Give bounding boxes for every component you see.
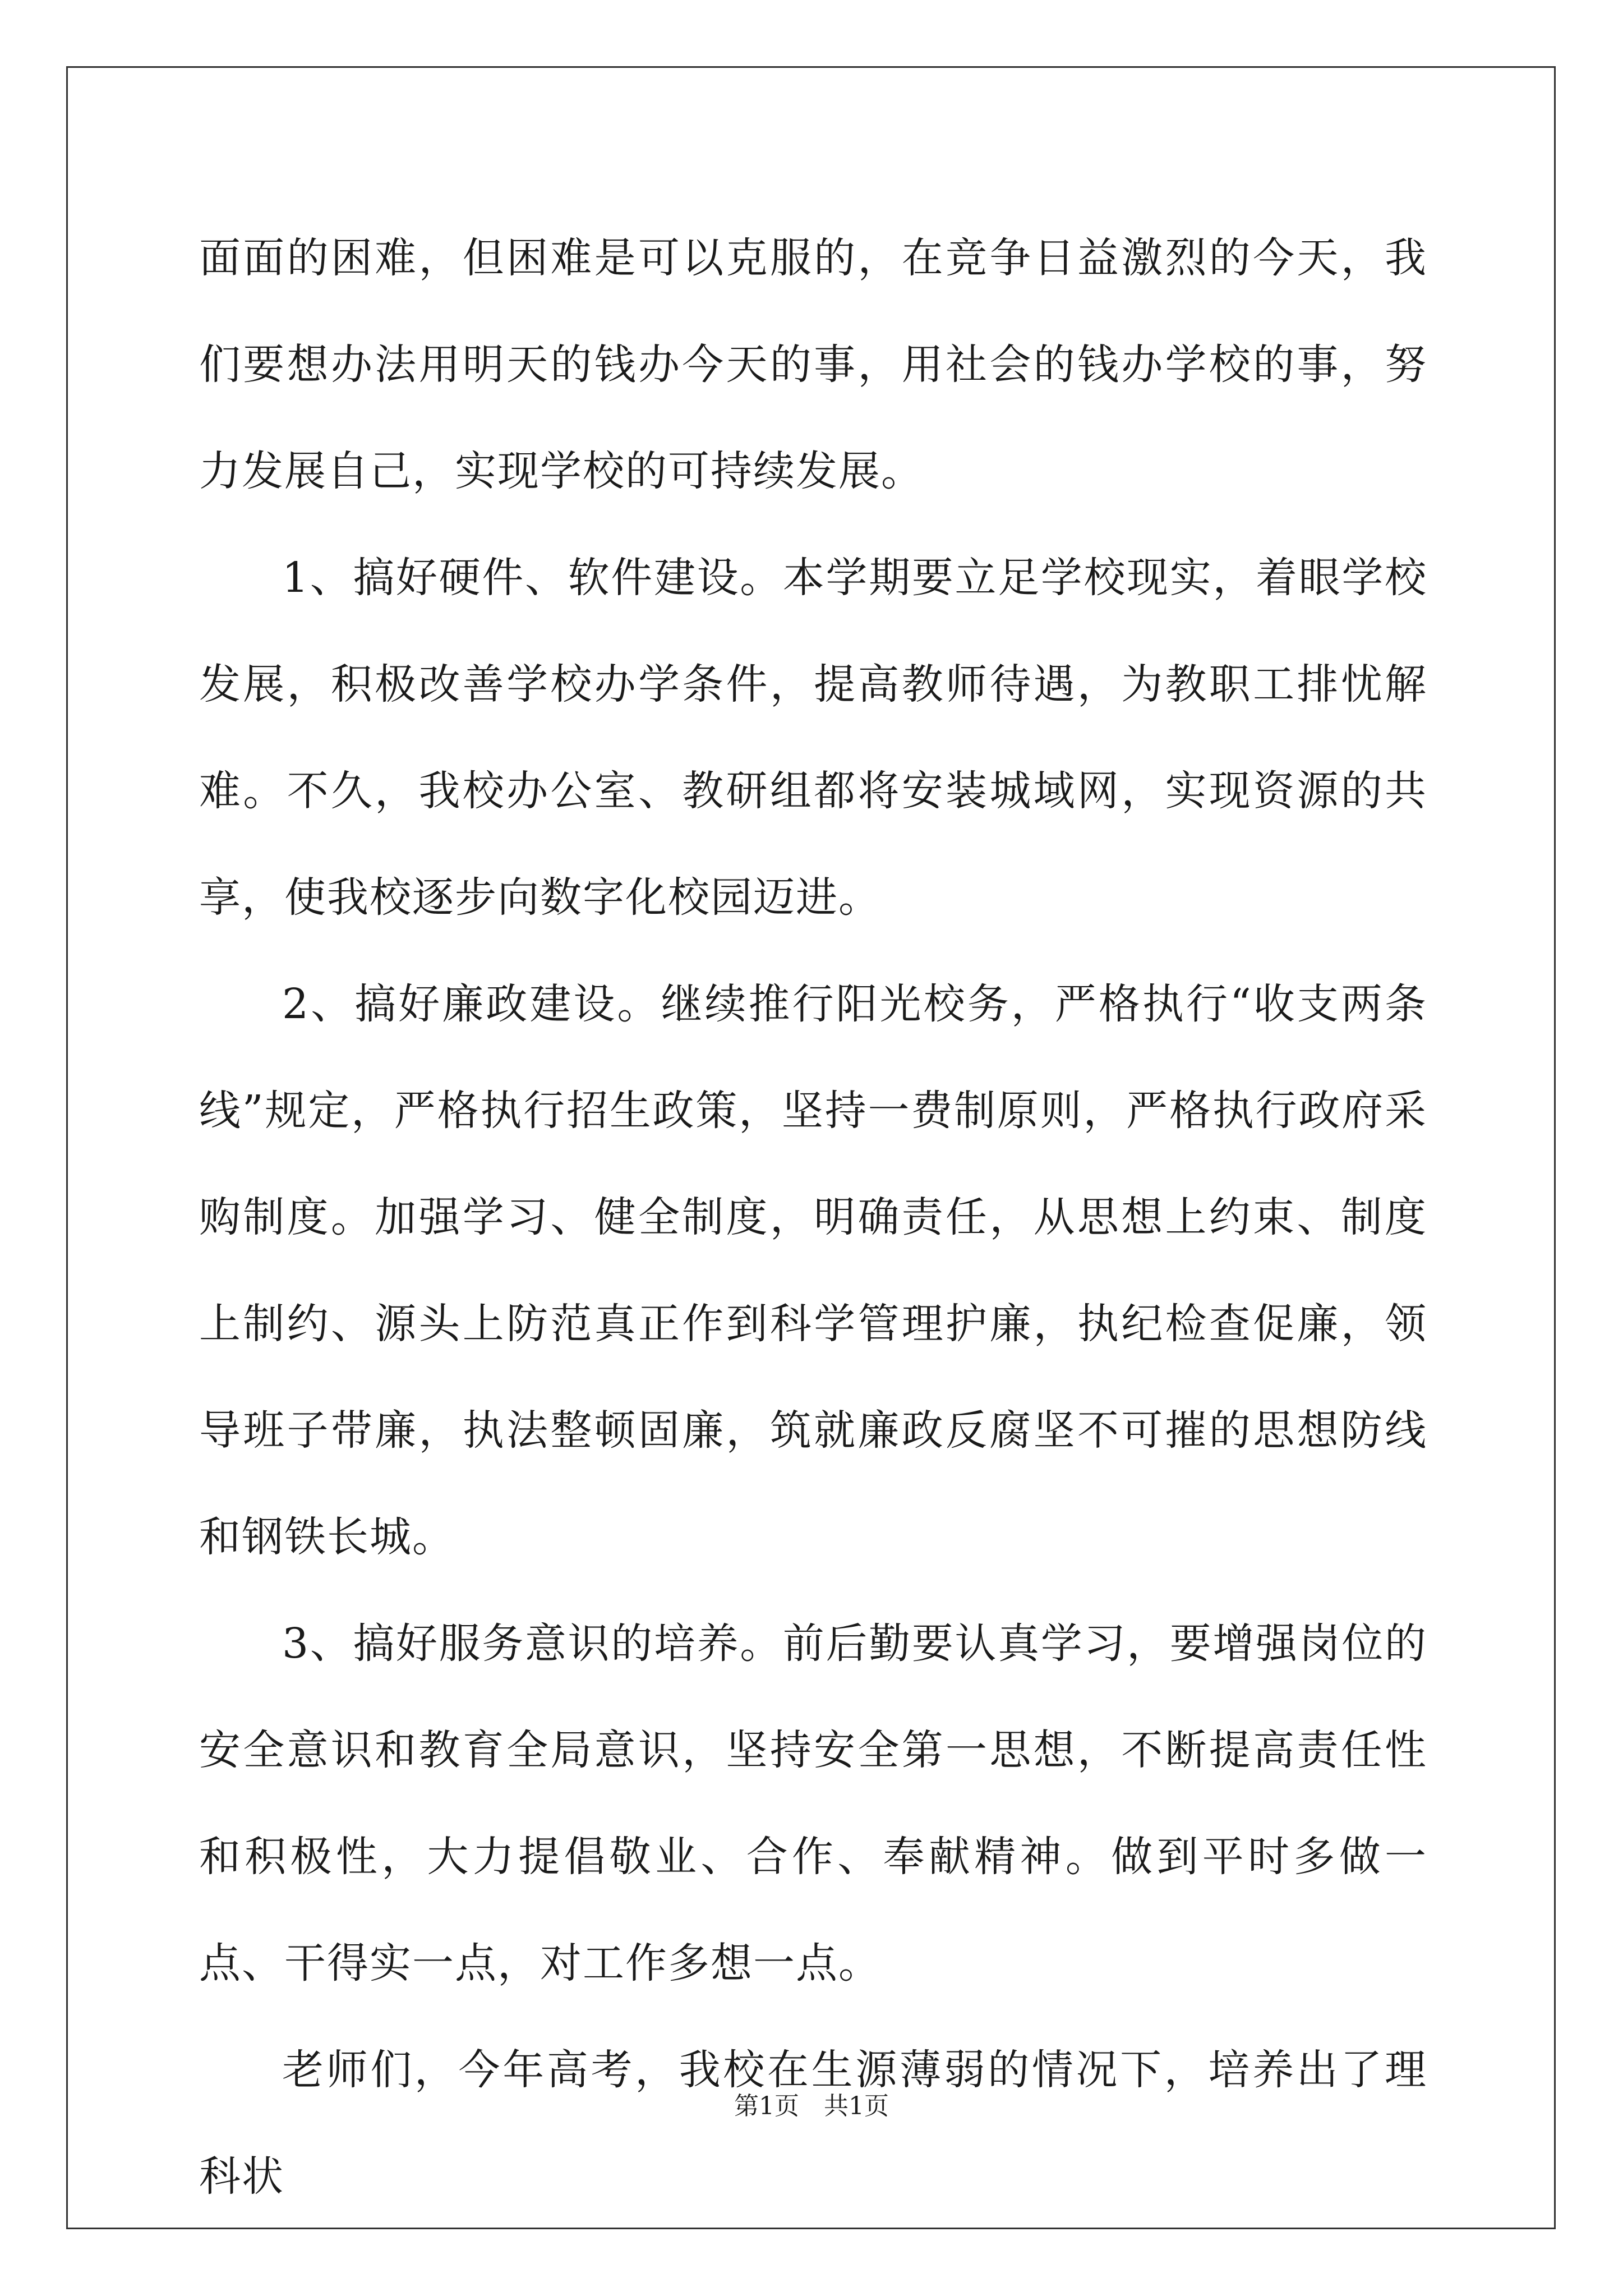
page-footer <box>0 2090 1623 2123</box>
page-total: 共1页 <box>824 2092 889 2120</box>
paragraph-4: 3、搞好服务意识的培养。前后勤要认真学习，要增强岗位的安全意识和教育全局意识，坚持安全第一思想，不断提高责任性和积极性，大力提倡敬业、合作、奉献精神。做到平时多做一点、干得实一点，对工作多想一点。 <box>199 1619 1427 1987</box>
document-body <box>199 205 1427 2230</box>
page-number: 第1页 <box>734 2092 799 2120</box>
paragraph-5: 老师们，今年高考，我校在生源薄弱的情况下，培养出了理科状 <box>199 2046 1427 2201</box>
paragraph-1: 面面的困难，但困难是可以克服的，在竞争日益激烈的今天，我们要想办法用明天的钱办今天的事，用社会的钱办学校的事，努力发展自己，实现学校的可持续发展。 <box>199 234 1427 495</box>
paragraph-2: 1、搞好硬件、软件建设。本学期要立足学校现实，着眼学校发展，积极改善学校办学条件，提高教师待遇，为教职工排忧解难。不久，我校办公室、教研组都将安装城域网，实现资源的共享，使我校逐步向数字化校园迈进。 <box>199 554 1427 922</box>
paragraph-3: 2、搞好廉政建设。继续推行阳光校务，严格执行“收支两条线”规定，严格执行招生政策，坚持一费制原则，严格执行政府采购制度。加强学习、健全制度，明确责任，从思想上约束、制度上制约、源头上防范真正作到科学管理护廉，执纪检查促廉，领导班子带廉，执法整顿固廉，筑就廉政反腐坚不可摧的思想防线和钢铁长城。 <box>199 980 1427 1561</box>
